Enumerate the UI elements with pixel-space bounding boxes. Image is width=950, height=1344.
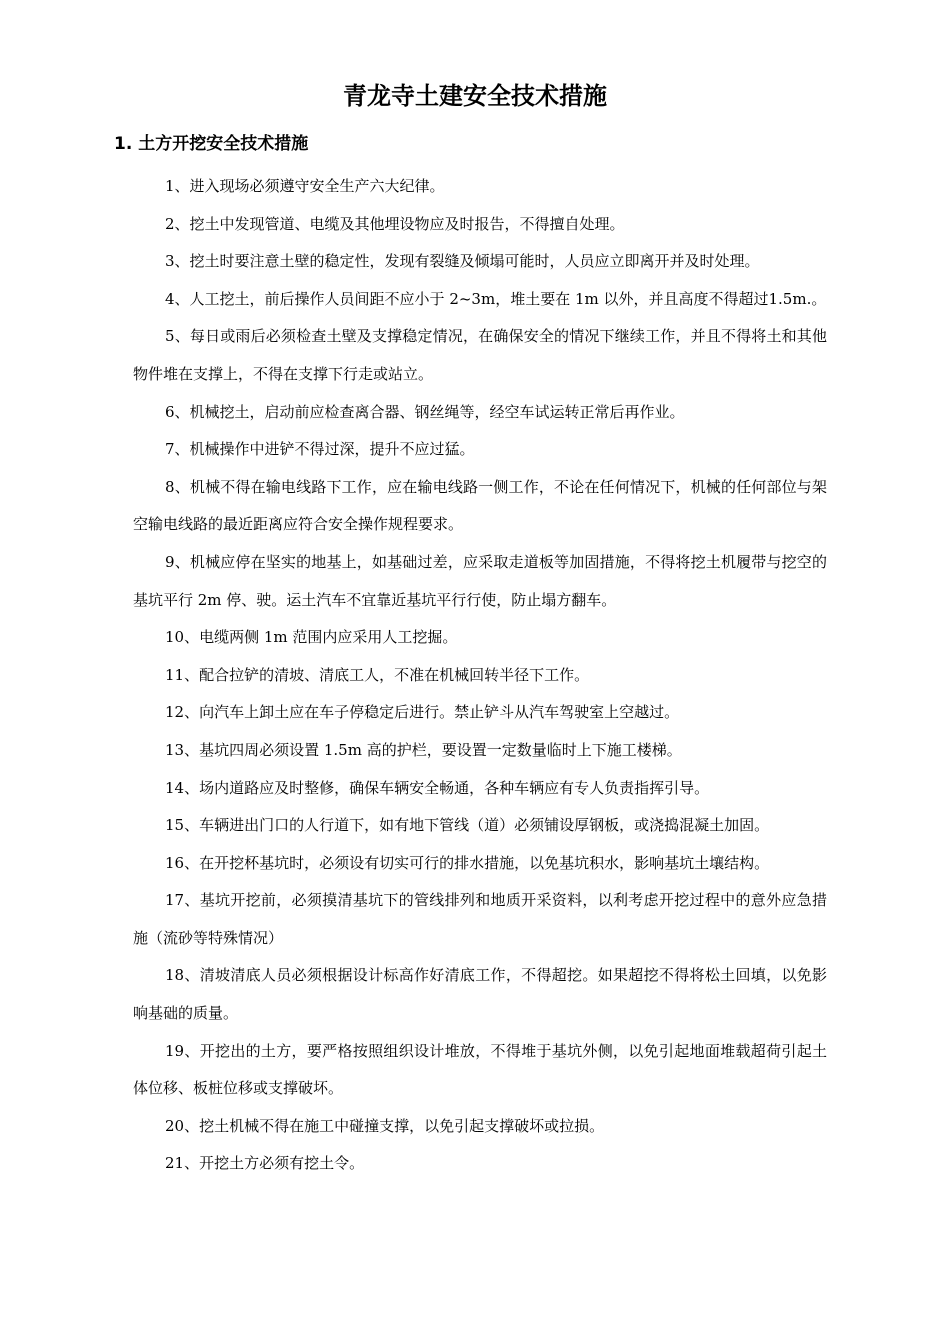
list-item: 14、场内道路应及时整修，确保车辆安全畅通，各种车辆应有专人负责指挥引导。 bbox=[165, 778, 710, 797]
list-item: 5、每日或雨后必须检查土壁及支撑稳定情况，在确保安全的情况下继续工作，并且不得将土和其他物件堆在支撑上，不得在支撑下行走或站立。 bbox=[133, 327, 827, 383]
list-item: 2、挖土中发现管道、电缆及其他埋设物应及时报告，不得擅自处理。 bbox=[165, 214, 625, 233]
list-item: 9、机械应停在坚实的地基上，如基础过差，应采取走道板等加固措施，不得将挖土机履带与挖空的基坑平行 2m 停、驶。运土汽车不宜靠近基坑平行行使，防止塌方翻车。 bbox=[133, 552, 827, 609]
list-item: 11、配合拉铲的清坡、清底工人，不准在机械回转半径下工作。 bbox=[165, 665, 590, 684]
list-item: 17、基坑开挖前，必须摸清基坑下的管线排列和地质开采资料，以利考虑开挖过程中的意外应急措施（流砂等特殊情况） bbox=[133, 891, 827, 947]
document-title: 青龙寺土建安全技术措施 bbox=[343, 82, 607, 110]
list-item: 10、电缆两侧 1m 范围内应采用人工挖掘。 bbox=[165, 628, 458, 647]
list-item: 16、在开挖杯基坑时，必须设有切实可行的排水措施，以免基坑积水，影响基坑土壤结构。 bbox=[165, 853, 770, 872]
list-item: 1、进入现场必须遵守安全生产六大纪律。 bbox=[165, 177, 445, 195]
section-heading: 1. 土方开挖安全技术措施 bbox=[114, 134, 309, 154]
list-item: 6、机械挖土，启动前应检查离合器、钢丝绳等，经空车试运转正常后再作业。 bbox=[165, 402, 685, 421]
list-item: 18、清坡清底人员必须根据设计标高作好清底工作，不得超挖。如果超挖不得将松土回填，以免影响基础的质量。 bbox=[133, 966, 827, 1023]
list-item: 20、挖土机械不得在施工中碰撞支撑，以免引起支撑破坏或拉损。 bbox=[165, 1116, 605, 1135]
measure-list bbox=[133, 168, 827, 1183]
list-item: 13、基坑四周必须设置 1.5m 高的护栏，要设置一定数量临时上下施工楼梯。 bbox=[165, 740, 682, 759]
list-item: 8、机械不得在输电线路下工作，应在输电线路一侧工作，不论在任何情况下，机械的任何部位与架空输电线路的最近距离应符合安全操作规程要求。 bbox=[133, 477, 827, 534]
list-item: 3、挖土时要注意土壁的稳定性，发现有裂缝及倾塌可能时，人员应立即离开并及时处理。 bbox=[165, 252, 760, 271]
list-item: 15、车辆进出门口的人行道下，如有地下管线（道）必须铺设厚钢板，或浇捣混凝土加固。 bbox=[165, 816, 770, 835]
list-item: 12、向汽车上卸土应在车子停稳定后进行。禁止铲斗从汽车驾驶室上空越过。 bbox=[165, 703, 680, 722]
list-item: 19、开挖出的土方，要严格按照组织设计堆放，不得堆于基坑外侧，以免引起地面堆载超荷引起土体位移、板桩位移或支撑破坏。 bbox=[133, 1041, 827, 1098]
list-item: 21、开挖土方必须有挖土令。 bbox=[165, 1154, 365, 1173]
list-item: 4、人工挖土，前后操作人员间距不应小于 2~3m，堆土要在 1m 以外，并且高度不得超过1.5m.。 bbox=[165, 289, 827, 308]
list-item: 7、机械操作中进铲不得过深，提升不应过猛。 bbox=[165, 440, 475, 459]
